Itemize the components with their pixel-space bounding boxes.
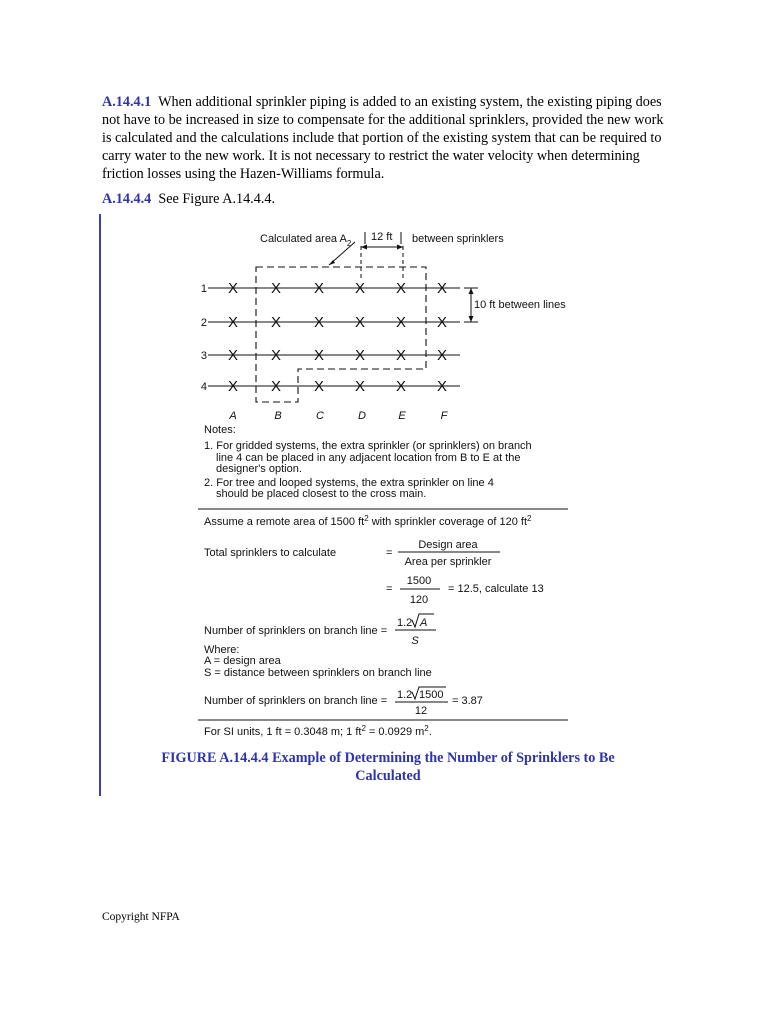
sprinkler-icon: X	[227, 280, 239, 297]
total-denominator: Area per sprinkler	[404, 556, 492, 568]
branch-lines	[208, 288, 460, 386]
note-1: line 4 can be placed in any adjacent location from B to E at the	[216, 452, 521, 464]
sprinkler-figure	[190, 222, 590, 742]
assumption-text: Assume a remote area of 1500 $ft^2$ with sprinkler coverage of 120 $ft^2$	[204, 514, 532, 528]
sprinkler-icon: X	[270, 280, 282, 297]
sprinkler-icon: X	[354, 280, 366, 297]
line-label: 4	[200, 381, 207, 393]
sprinkler-icon: X	[395, 280, 407, 297]
sprinkler-icon: X	[313, 314, 325, 331]
copyright-footer: Copyright NFPA	[102, 911, 180, 923]
spacing-label: 12 ft	[371, 231, 393, 243]
sprinkler-icon: X	[395, 314, 407, 331]
note-2: 2. For tree and looped systems, the extra sprinkler on line 4	[204, 477, 494, 489]
paragraph-text: When additional sprinkler piping is added to an existing system, the existing piping does not have to be increased in size to compensate for the additional sprinklers, provided the new work is calculated and the calculations include that portion of the existing system that can be required to carry water to the new work. It is not necessary to restrict the water velocity when determining friction losses using the Hazen-Williams formula.	[102, 94, 664, 182]
branch-denominator: S	[411, 635, 419, 647]
where-label: Where:	[204, 644, 240, 656]
change-bar	[99, 214, 101, 796]
branch-calc-result: = 3.87	[452, 695, 483, 707]
sprinkler-icon: X	[395, 378, 407, 395]
sprinkler-icon: X	[354, 378, 366, 395]
notes-title: Notes:	[204, 424, 236, 436]
calc-result: = 12.5, calculate 13	[448, 583, 544, 595]
figure-caption: FIGURE A.14.4.4 Example of Determining the Number of Sprinklers to Be	[161, 750, 615, 766]
branch-radicand: A	[420, 617, 428, 629]
figure-caption-line-2: Calculated	[355, 768, 421, 784]
sprinkler-icon: X	[436, 314, 448, 331]
branch-calc-coef: 1.2	[397, 689, 413, 701]
sprinkler-icon: X	[270, 314, 282, 331]
column-label: D	[358, 410, 366, 422]
sprinkler-icon: X	[313, 280, 325, 297]
column-label: B	[274, 410, 282, 422]
sprinkler-icon: X	[395, 347, 407, 364]
branch-formula-label: Number of sprinklers on branch line =	[204, 625, 388, 637]
sprinkler-icon: X	[227, 347, 239, 364]
svg-text:=: =	[386, 583, 393, 595]
sprinkler-icon: X	[354, 314, 366, 331]
total-sprinklers-label: Total sprinklers to calculate	[204, 547, 337, 559]
column-label: F	[440, 410, 448, 422]
note-1: 1. For gridded systems, the extra sprinkler (or sprinklers) on branch	[204, 440, 532, 452]
svg-text:=: =	[386, 547, 393, 559]
sprinkler-icon: X	[436, 280, 448, 297]
calc-numerator: 1500	[406, 575, 432, 587]
line-label: 3	[200, 350, 207, 362]
si-units-note: For SI units, 1 ft = 0.3048 m; 1 $ft^2 = 0.0929$ $m^2$.	[204, 724, 432, 738]
branch-calc-denominator: 12	[414, 705, 428, 717]
line-spacing-label: 10 ft between lines	[474, 299, 566, 311]
where-s: S = distance between sprinklers on branch line	[204, 667, 432, 679]
sprinkler-icon: X	[227, 378, 239, 395]
section-ref: A.14.4.4	[102, 191, 152, 207]
line-label: 2	[200, 317, 207, 329]
where-a: A = design area	[204, 655, 281, 667]
line-label: 1	[200, 283, 207, 295]
sprinkler-icon: X	[313, 347, 325, 364]
paragraph-text: See Figure A.14.4.4.	[158, 191, 276, 207]
calculated-area-label: Calculated area $A_2$	[260, 233, 352, 248]
note-2: should be placed closest to the cross main.	[216, 488, 427, 500]
paragraph-a-14-4-1	[102, 93, 674, 183]
calc-denominator: 120	[409, 594, 429, 606]
sprinkler-icon: X	[270, 378, 282, 395]
column-label: A	[229, 410, 237, 422]
note-1: designer's option.	[216, 463, 302, 475]
column-label: C	[316, 410, 324, 422]
sprinkler-icon: X	[436, 347, 448, 364]
section-ref: A.14.4.1	[102, 94, 152, 110]
sprinkler-icon: X	[313, 378, 325, 395]
paragraph-a-14-4-4	[102, 190, 674, 208]
sprinkler-icon: X	[227, 314, 239, 331]
sprinkler-icon: X	[354, 347, 366, 364]
branch-coef: 1.2	[397, 617, 413, 629]
total-numerator: Design area	[418, 539, 478, 551]
sprinkler-marks	[228, 280, 447, 395]
branch-calc-label: Number of sprinklers on branch line =	[204, 695, 388, 707]
sprinkler-icon: X	[436, 378, 448, 395]
sprinkler-icon: X	[270, 347, 282, 364]
between-sprinklers-label: between sprinklers	[412, 233, 504, 245]
column-label: E	[398, 410, 406, 422]
branch-calc-radicand: 1500	[419, 689, 444, 701]
